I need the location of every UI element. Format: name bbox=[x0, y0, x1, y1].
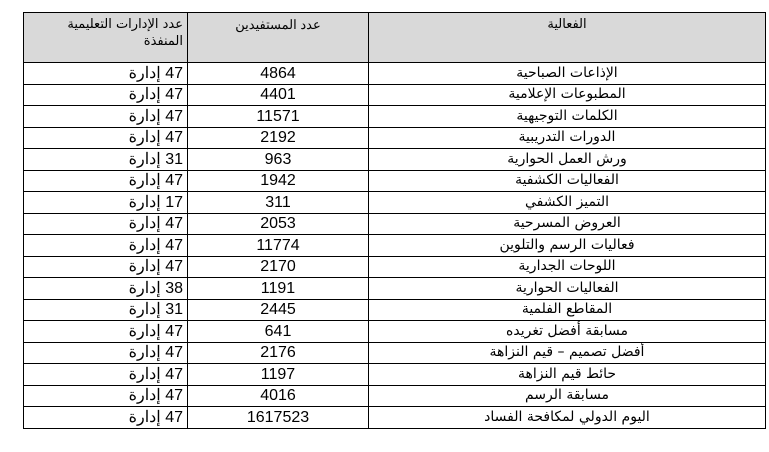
cell-beneficiaries: 641 bbox=[188, 321, 369, 343]
cell-beneficiaries: 2053 bbox=[188, 213, 369, 235]
cell-departments: 47 إدارة bbox=[24, 256, 188, 278]
cell-beneficiaries: 963 bbox=[188, 149, 369, 171]
cell-activity: الدورات التدريبية bbox=[369, 127, 766, 149]
header-beneficiaries: عدد المستفيدين bbox=[188, 13, 369, 63]
header-activity: الفعالية bbox=[369, 13, 766, 63]
cell-departments: 47 إدارة bbox=[24, 84, 188, 106]
table-row bbox=[24, 106, 766, 128]
table-body bbox=[24, 63, 766, 429]
cell-departments: 47 إدارة bbox=[24, 407, 188, 429]
cell-beneficiaries: 2170 bbox=[188, 256, 369, 278]
table-row bbox=[24, 127, 766, 149]
table-row bbox=[24, 385, 766, 407]
header-departments: عدد الإدارات التعليمية المنفذة bbox=[24, 13, 188, 63]
cell-activity: ورش العمل الحوارية bbox=[369, 149, 766, 171]
cell-activity: المطبوعات الإعلامية bbox=[369, 84, 766, 106]
cell-departments: 47 إدارة bbox=[24, 213, 188, 235]
table-header-row bbox=[24, 13, 766, 63]
cell-departments: 47 إدارة bbox=[24, 321, 188, 343]
table-row bbox=[24, 149, 766, 171]
cell-departments: 47 إدارة bbox=[24, 342, 188, 364]
table-row bbox=[24, 213, 766, 235]
cell-beneficiaries: 11571 bbox=[188, 106, 369, 128]
cell-beneficiaries: 4401 bbox=[188, 84, 369, 106]
table-row bbox=[24, 256, 766, 278]
cell-activity: العروض المسرحية bbox=[369, 213, 766, 235]
table-row bbox=[24, 192, 766, 214]
cell-departments: 38 إدارة bbox=[24, 278, 188, 300]
cell-activity: مسابقة الرسم bbox=[369, 385, 766, 407]
table-row bbox=[24, 170, 766, 192]
cell-departments: 47 إدارة bbox=[24, 364, 188, 386]
cell-beneficiaries: 311 bbox=[188, 192, 369, 214]
cell-departments: 17 إدارة bbox=[24, 192, 188, 214]
cell-activity: فعاليات الرسم والتلوين bbox=[369, 235, 766, 257]
cell-beneficiaries: 1197 bbox=[188, 364, 369, 386]
table-row bbox=[24, 321, 766, 343]
cell-activity: الفعاليات الكشفية bbox=[369, 170, 766, 192]
cell-departments: 47 إدارة bbox=[24, 385, 188, 407]
table-row bbox=[24, 235, 766, 257]
cell-activity: مسابقة أفضل تغريده bbox=[369, 321, 766, 343]
cell-beneficiaries: 2192 bbox=[188, 127, 369, 149]
cell-departments: 31 إدارة bbox=[24, 299, 188, 321]
table-row bbox=[24, 278, 766, 300]
cell-departments: 47 إدارة bbox=[24, 63, 188, 85]
cell-beneficiaries: 4016 bbox=[188, 385, 369, 407]
cell-activity: أفضل تصميم – قيم النزاهة bbox=[369, 342, 766, 364]
cell-activity: اللوحات الجدارية bbox=[369, 256, 766, 278]
cell-activity: الفعاليات الحوارية bbox=[369, 278, 766, 300]
table-row bbox=[24, 63, 766, 85]
cell-departments: 31 إدارة bbox=[24, 149, 188, 171]
table-row bbox=[24, 364, 766, 386]
cell-beneficiaries: 11774 bbox=[188, 235, 369, 257]
cell-beneficiaries: 2445 bbox=[188, 299, 369, 321]
cell-activity: التميز الكشفي bbox=[369, 192, 766, 214]
activities-table bbox=[23, 12, 766, 429]
cell-beneficiaries: 1617523 bbox=[188, 407, 369, 429]
table-row bbox=[24, 407, 766, 429]
table-row bbox=[24, 342, 766, 364]
cell-activity: المقاطع الفلمية bbox=[369, 299, 766, 321]
cell-beneficiaries: 2176 bbox=[188, 342, 369, 364]
cell-beneficiaries: 4864 bbox=[188, 63, 369, 85]
table-row bbox=[24, 299, 766, 321]
table-row bbox=[24, 84, 766, 106]
cell-beneficiaries: 1191 bbox=[188, 278, 369, 300]
cell-activity: الإذاعات الصباحية bbox=[369, 63, 766, 85]
cell-beneficiaries: 1942 bbox=[188, 170, 369, 192]
cell-activity: حائط قيم النزاهة bbox=[369, 364, 766, 386]
cell-departments: 47 إدارة bbox=[24, 106, 188, 128]
cell-activity: الكلمات التوجيهية bbox=[369, 106, 766, 128]
cell-departments: 47 إدارة bbox=[24, 170, 188, 192]
cell-departments: 47 إدارة bbox=[24, 127, 188, 149]
cell-departments: 47 إدارة bbox=[24, 235, 188, 257]
cell-activity: اليوم الدولي لمكافحة الفساد bbox=[369, 407, 766, 429]
